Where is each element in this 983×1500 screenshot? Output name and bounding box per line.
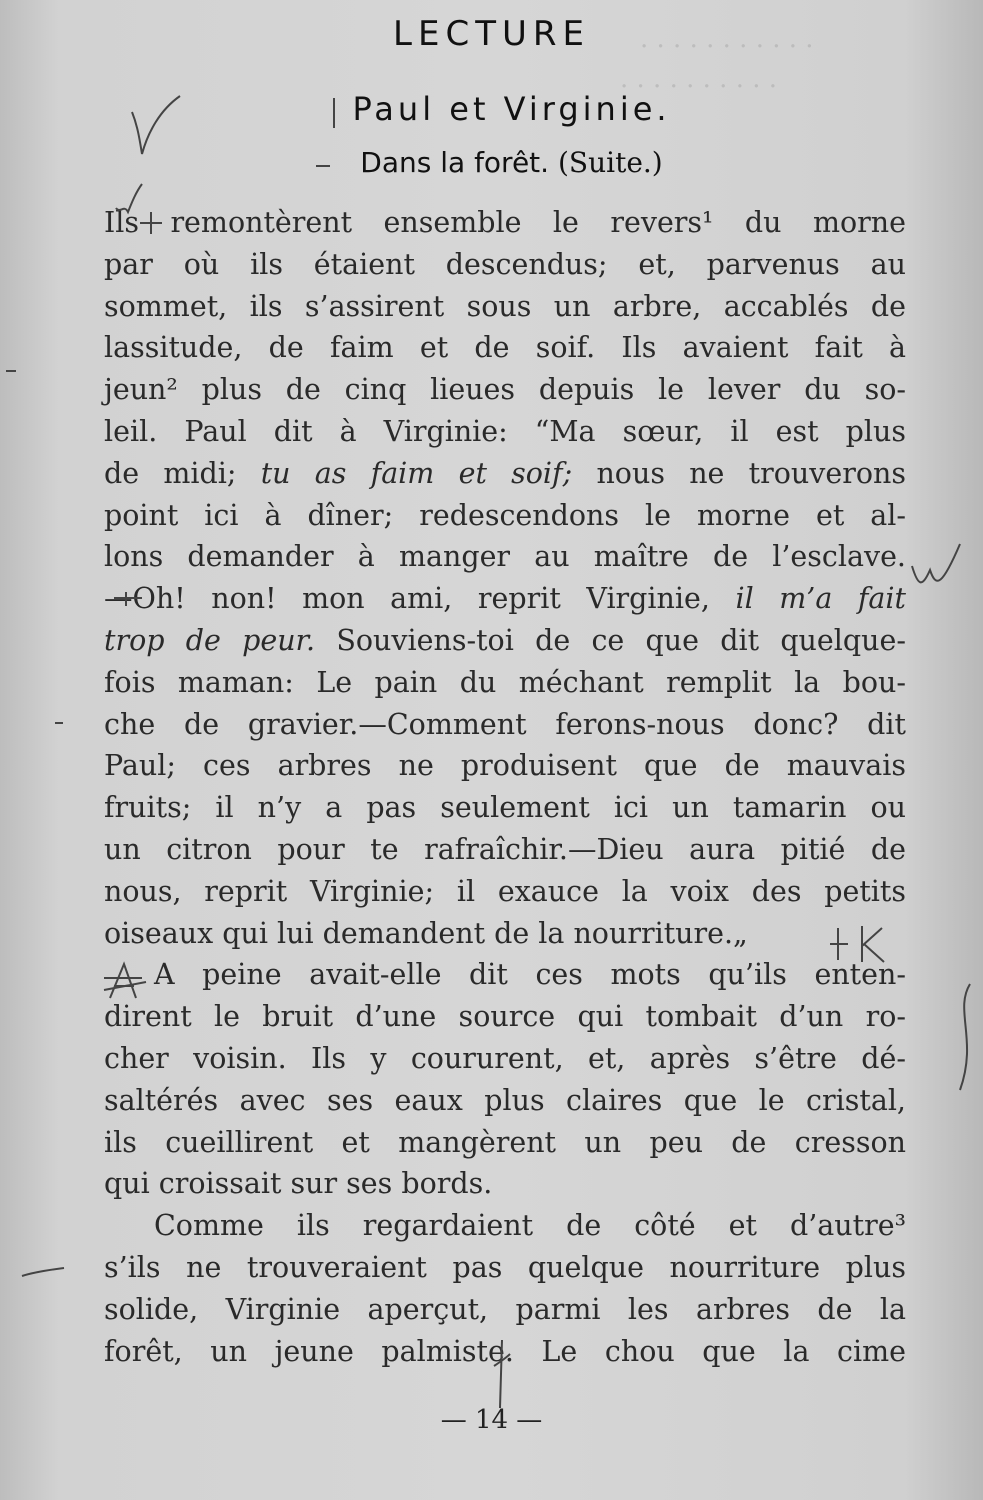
text-line: s’ils ne trouveraient pas quelque nourriture plus — [104, 1250, 906, 1284]
text-line: Ils remontèrent ensemble le revers¹ du morne — [104, 206, 906, 239]
text-line: saltérés avec ses eaux plus claires que le cristal, — [104, 1083, 906, 1117]
section-header: LECTURE — [393, 14, 590, 54]
pencil-margin-dot — [4, 364, 18, 378]
text-line: Comme ils regardaient de côté et d’autre³ — [154, 1209, 906, 1243]
text-run: —Oh! non! mon ami, reprit Virginie, — [104, 582, 736, 616]
pencil-cross-mark — [138, 210, 164, 236]
text-line: dirent le bruit d’une source qui tombait d’un ro- — [104, 1000, 906, 1034]
pencil-tick-mark — [312, 150, 332, 180]
text-line: leil. Paul dit à Virginie: “Ma sœur, il est plus — [104, 414, 906, 448]
text-line: oiseaux qui lui demandent de la nourriture.„ — [104, 916, 748, 950]
text-line: lons demander à manger au maître de l’esclave. — [104, 540, 906, 574]
text-run: nous ne trouverons — [572, 456, 906, 490]
text-line: lassitude, de faim et de soif. Ils avaient fait à — [104, 331, 906, 365]
italic-run: trop de peur. — [104, 623, 316, 657]
italic-run: tu as faim et soif; — [260, 456, 573, 490]
reading-text — [104, 202, 906, 1372]
subtitle-suite: (Suite.) — [557, 146, 663, 179]
pencil-dash-mark — [110, 588, 146, 608]
pencil-margin-mark — [908, 536, 964, 596]
pencil-plus-k-mark — [828, 922, 888, 966]
text-line: jeun² plus de cinq lieues depuis le lever du so- — [104, 373, 906, 407]
pencil-check-mark — [128, 92, 188, 162]
text-line: qui croissait sur ses bords. — [104, 1167, 493, 1201]
page-number: — 14 — — [440, 1405, 543, 1435]
pencil-division-mark — [488, 1336, 518, 1416]
pencil-paragraph-mark — [102, 960, 156, 1004]
italic-run: il m’a fait — [735, 582, 906, 616]
pencil-margin-dot — [52, 716, 66, 730]
text-line: Paul; ces arbres ne produisent que de mauvais — [104, 749, 906, 783]
text-line — [104, 620, 906, 662]
pencil-tick-mark — [320, 96, 340, 130]
bleed-through-text: · · · · · · · · · · — [620, 72, 778, 102]
text-run: de midi; — [104, 456, 261, 490]
text-line: fruits; il n’y a pas seulement ici un tamarin ou — [104, 791, 906, 825]
text-line: point ici à dîner; redescendons le morne et al- — [104, 498, 906, 532]
text-line: sommet, ils s’assirent sous un arbre, accablés de — [104, 289, 906, 323]
bleed-through-text: · · · · · · · · · · · — [640, 32, 814, 62]
subtitle-main: Dans la forêt. — [360, 146, 550, 179]
text-line: A peine avait-elle dit ces mots qu’ils enten- — [154, 958, 906, 992]
pencil-margin-dash — [18, 1262, 68, 1282]
text-line — [104, 578, 906, 620]
text-run: Souviens-toi de ce que dit quelque- — [315, 623, 906, 657]
text-line: cher voisin. Ils y coururent, et, après s’être dé- — [104, 1041, 906, 1075]
text-line: ils cueillirent et mangèrent un peu de cresson — [104, 1125, 906, 1159]
story-title: Paul et Virginie. — [352, 90, 671, 128]
text-line: par où ils étaient descendus; et, parvenus au — [104, 247, 906, 281]
text-line: che de gravier.—Comment ferons-nous donc? dit — [104, 707, 906, 741]
text-line: fois maman: Le pain du méchant remplit la bou- — [104, 665, 906, 699]
text-line: nous, reprit Virginie; il exauce la voix des petits — [104, 874, 906, 908]
pencil-margin-curve — [950, 980, 980, 1100]
text-line: un citron pour te rafraîchir.—Dieu aura pitié de — [104, 832, 906, 866]
text-line: forêt, un jeune palmiste. Le chou que la cime — [104, 1334, 906, 1368]
text-line — [104, 453, 906, 495]
text-line: solide, Virginie aperçut, parmi les arbres de la — [104, 1292, 906, 1326]
